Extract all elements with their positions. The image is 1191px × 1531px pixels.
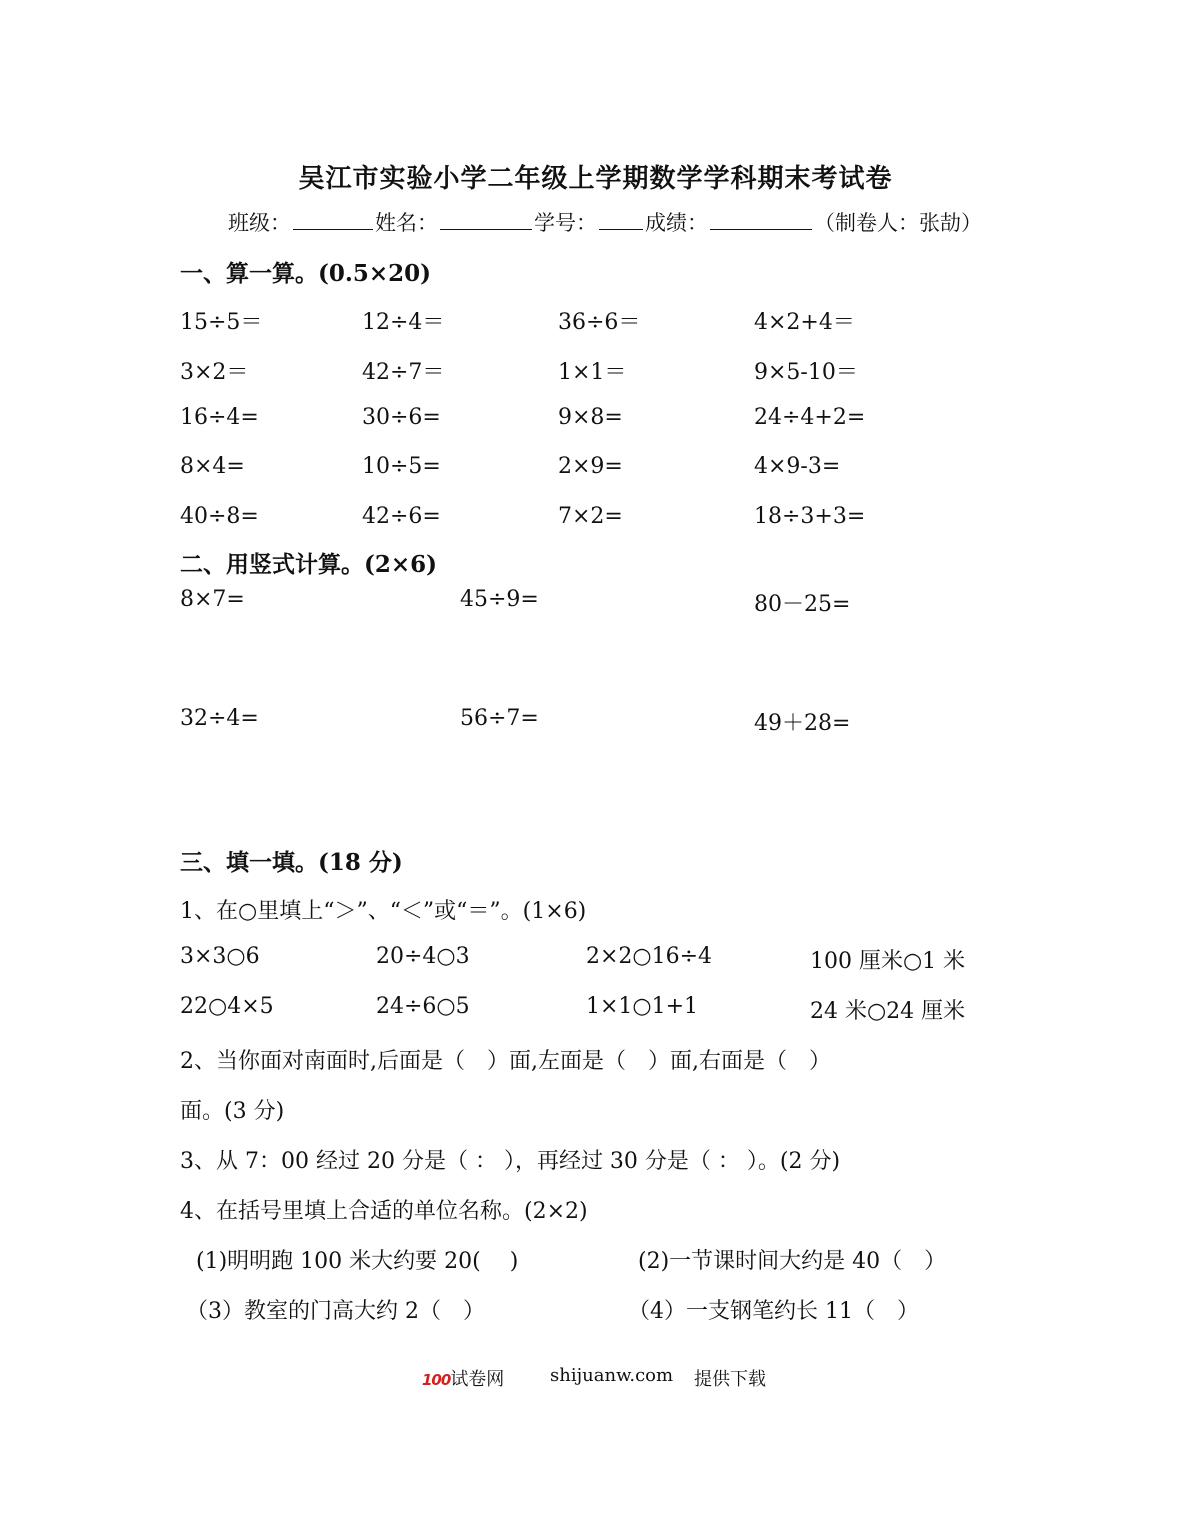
score-label: 成绩： bbox=[645, 211, 708, 235]
unit-item: (2)一节课时间大约是 40（ ） bbox=[638, 1249, 947, 1274]
problem: 3×2＝ bbox=[180, 360, 249, 385]
page-title: 吴江市实验小学二年级上学期数学学科期末考试卷 bbox=[298, 164, 893, 194]
question-3: 3、从 7：00 经过 20 分是（ ： ），再经过 30 分是（ ： ）。(2 分) bbox=[180, 1149, 841, 1174]
problem: 45÷9= bbox=[460, 587, 539, 612]
problem: 56÷7= bbox=[460, 706, 539, 731]
problem: 4×9-3= bbox=[754, 454, 841, 479]
section2-heading: 二、用竖式计算。(2×6) bbox=[180, 551, 438, 578]
problem: 24÷4+2= bbox=[754, 405, 866, 430]
compare-item: 2×2○16÷4 bbox=[586, 944, 713, 969]
unit-item: （3）教室的门高大约 2（ ） bbox=[186, 1299, 485, 1324]
problem: 18÷3+3= bbox=[754, 504, 866, 529]
problem: 49＋28= bbox=[754, 711, 851, 736]
compare-item: 3×3○6 bbox=[180, 944, 260, 969]
problem: 80－25= bbox=[754, 592, 851, 617]
question-2-line1: 2、当你面对南面时,后面是（ ）面,左面是（ ）面,右面是（ ） bbox=[180, 1049, 831, 1074]
problem: 40÷8= bbox=[180, 504, 259, 529]
section1-heading: 一、算一算。(0.5×20) bbox=[180, 260, 432, 287]
brand-logo-100: 100 bbox=[422, 1371, 451, 1389]
unit-item: （4）一支钢笔约长 11（ ） bbox=[628, 1299, 919, 1324]
name-label: 姓名： bbox=[375, 211, 438, 235]
compare-item: 24 米○24 厘米 bbox=[810, 999, 966, 1024]
compare-item: 100 厘米○1 米 bbox=[810, 949, 966, 974]
compare-item: 24÷6○5 bbox=[376, 994, 470, 1019]
problem: 12÷4＝ bbox=[362, 310, 445, 335]
id-blank bbox=[599, 211, 643, 230]
problem: 16÷4= bbox=[180, 405, 259, 430]
problem: 32÷4= bbox=[180, 706, 259, 731]
footer-brand bbox=[422, 1365, 504, 1391]
brand-site-name: 试卷网 bbox=[450, 1369, 505, 1390]
problem: 7×2= bbox=[558, 504, 623, 529]
problem: 10÷5= bbox=[362, 454, 441, 479]
problem: 4×2+4＝ bbox=[754, 310, 855, 335]
question-2-line2: 面。(3 分) bbox=[180, 1099, 285, 1124]
problem: 36÷6＝ bbox=[558, 310, 641, 335]
class-blank bbox=[293, 211, 373, 230]
problem: 9×5-10＝ bbox=[754, 360, 858, 385]
footer-note: 提供下载 bbox=[694, 1369, 766, 1390]
footer-url: shijuanw.com bbox=[550, 1365, 674, 1386]
student-info-line bbox=[228, 207, 982, 237]
score-blank bbox=[710, 211, 812, 230]
problem: 30÷6= bbox=[362, 405, 441, 430]
compare-item: 1×1○1+1 bbox=[586, 994, 699, 1019]
maker-note: （制卷人：张劼） bbox=[814, 211, 982, 235]
problem: 1×1＝ bbox=[558, 360, 627, 385]
problem: 42÷6= bbox=[362, 504, 441, 529]
problem: 9×8= bbox=[558, 405, 623, 430]
question-4: 4、在括号里填上合适的单位名称。(2×2) bbox=[180, 1199, 588, 1224]
question-1: 1、在○里填上“＞”、“＜”或“＝”。(1×6) bbox=[180, 899, 587, 924]
section3-heading: 三、填一填。(18 分) bbox=[180, 849, 403, 876]
compare-item: 20÷4○3 bbox=[376, 944, 470, 969]
problem: 15÷5＝ bbox=[180, 310, 263, 335]
unit-item: (1)明明跑 100 米大约要 20( ) bbox=[196, 1249, 519, 1274]
class-label: 班级： bbox=[228, 211, 291, 235]
problem: 2×9= bbox=[558, 454, 623, 479]
problem: 8×4= bbox=[180, 454, 245, 479]
problem: 42÷7＝ bbox=[362, 360, 445, 385]
compare-item: 22○4×5 bbox=[180, 994, 274, 1019]
problem: 8×7= bbox=[180, 587, 245, 612]
id-label: 学号： bbox=[534, 211, 597, 235]
name-blank bbox=[440, 211, 532, 230]
